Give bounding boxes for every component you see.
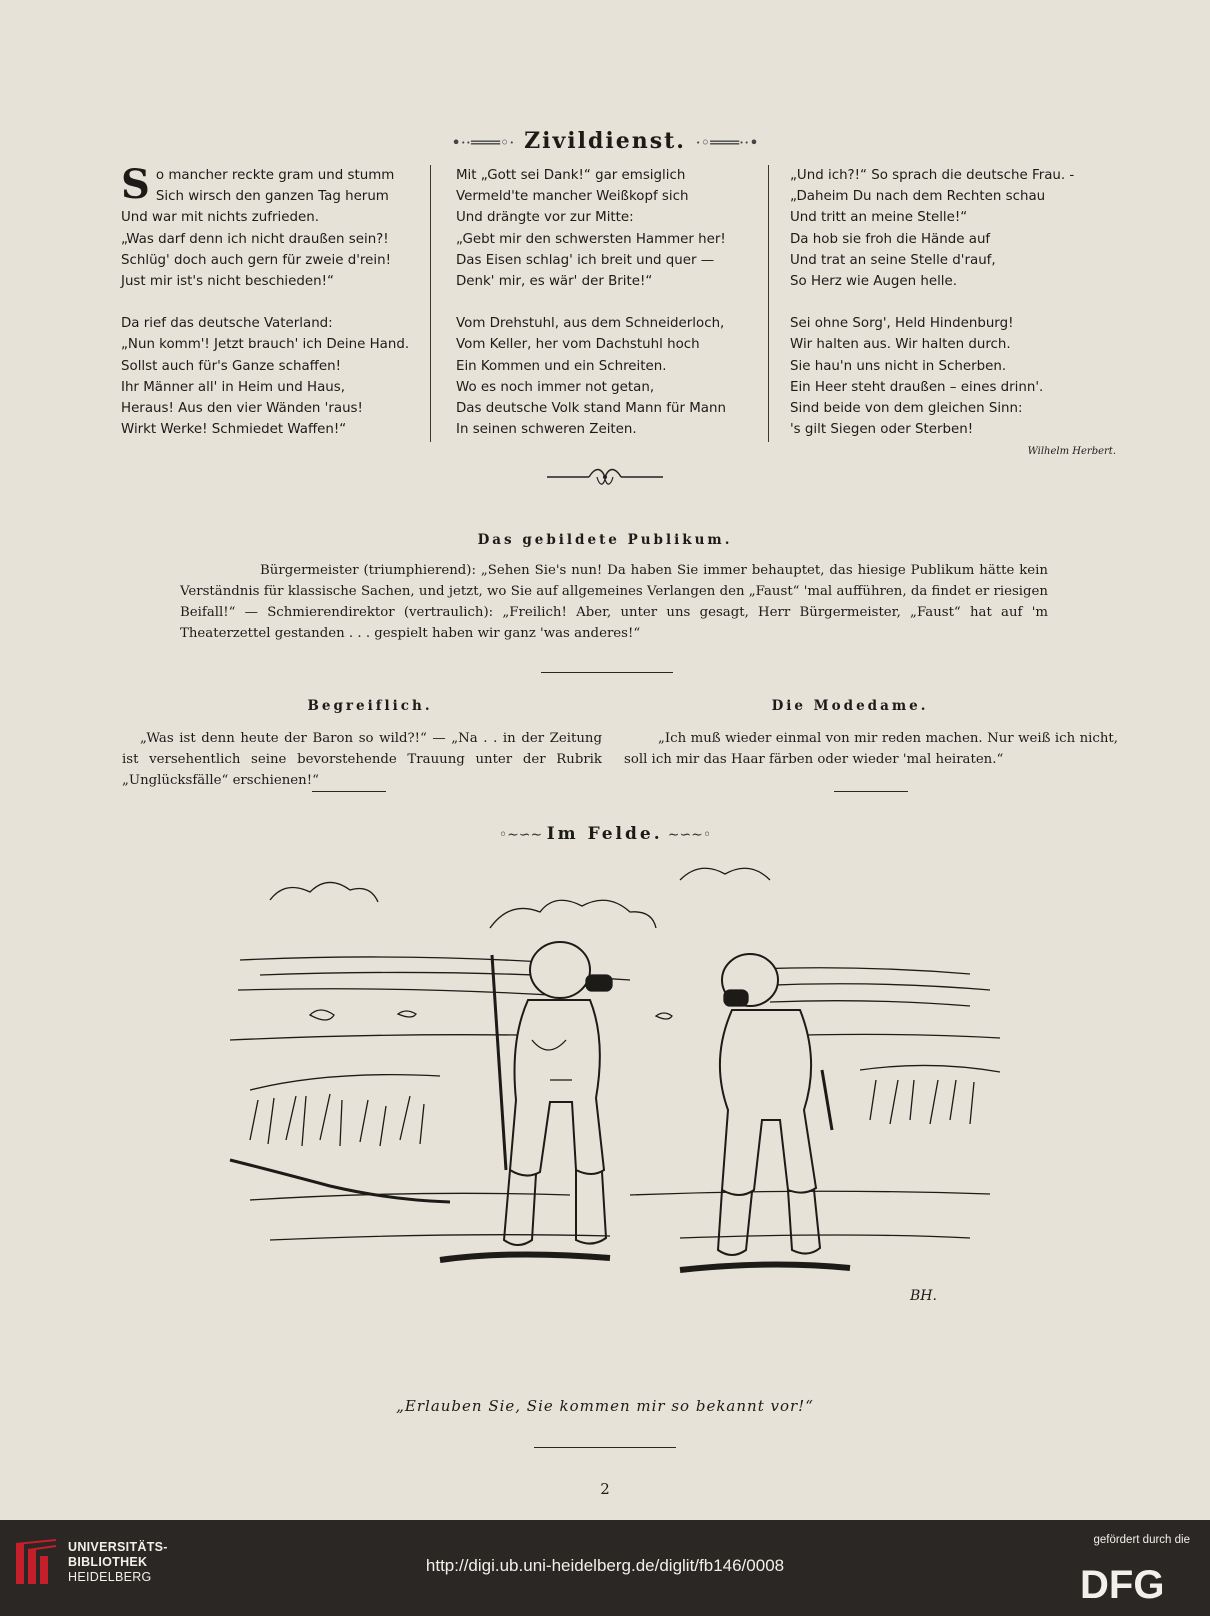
illustration-two-soldiers-gas-masks: [210, 840, 1010, 1360]
poem-line: Ein Kommen und ein Schreiten.: [456, 358, 667, 374]
modedame-text: „Ich muß wieder einmal von mir reden machen. Nur weiß ich nicht, soll ich mir das Haar färben oder wieder 'mal heiraten.“: [624, 731, 1118, 767]
poem-line: Da rief das deutsche Vaterland:: [121, 316, 333, 332]
poem-line: Sich wirsch den ganzen Tag herum: [155, 189, 389, 205]
stanza: [456, 313, 786, 440]
poem-line: Sind beide von dem gleichen Sinn:: [790, 401, 1023, 417]
poem-line: Sie hau'n uns nicht in Scherben.: [790, 358, 1007, 374]
dfg-logo-text: DFG: [1080, 1563, 1165, 1606]
poem-column-2: [456, 165, 786, 461]
poem-line: Mit „Gott sei Dank!“ gar emsiglich: [456, 168, 686, 183]
divider-rule: [541, 672, 673, 673]
poem-line: „Daheim Du nach dem Rechten schau: [790, 189, 1046, 205]
poem-line: „Was darf denn ich nicht draußen sein?!: [121, 231, 389, 247]
viewer-footer: [0, 1520, 1210, 1616]
stanza: [790, 165, 1120, 292]
poem-line: Heraus! Aus den vier Wänden 'raus!: [121, 401, 363, 417]
divider-rule: [534, 1447, 676, 1448]
artist-signature: BH.: [910, 1288, 937, 1304]
drop-cap: S: [121, 161, 150, 208]
poem-line: „Gebt mir den schwersten Hammer her!: [456, 231, 726, 247]
poem-line: Und war mit nichts zufrieden.: [121, 210, 319, 226]
library-name-line: HEIDELBERG: [68, 1570, 152, 1584]
poem-line: Schlüg' doch auch gern für zweie d'rein!: [121, 252, 391, 268]
ornament-left-icon: •··═══◦·: [451, 133, 515, 152]
poem-line: Und tritt an meine Stelle!“: [790, 210, 968, 226]
poem-line: Wir halten aus. Wir halten durch.: [790, 337, 1011, 353]
poem-line: Wo es noch immer not getan,: [456, 379, 655, 395]
poem-column-3: [790, 165, 1120, 461]
poem-column-1: [121, 161, 451, 461]
poem-line: Vom Drehstuhl, aus dem Schneiderloch,: [456, 316, 725, 332]
poem-line: Und trat an seine Stelle d'rauf,: [790, 252, 996, 268]
flourish-left-icon: ◦∼∽∼: [498, 827, 547, 843]
poem-line: „Nun komm'! Jetzt brauch' ich Deine Hand.: [121, 337, 410, 353]
section-heading-publikum: Das gebildete Publikum.: [477, 532, 733, 548]
poem-author: Wilhelm Herbert.: [1027, 446, 1116, 457]
permalink-url[interactable]: http://digi.ub.uni-heidelberg.de/diglit/fb146/0008: [425, 1556, 785, 1575]
poem-line: Ihr Männer all' in Heim und Haus,: [121, 379, 346, 395]
illustration-caption: „Erlauben Sie, Sie kommen mir so bekannt vor!“: [396, 1397, 814, 1415]
dfg-logo-icon[interactable]: [1080, 1560, 1192, 1606]
poem-line: Das deutsche Volk stand Mann für Mann: [456, 401, 726, 417]
stanza: [790, 313, 1120, 440]
poem-line: 's gilt Siegen oder Sterben!: [790, 422, 974, 438]
divider-rule: [312, 791, 386, 792]
section-heading-felde: Im Felde.: [546, 824, 663, 844]
stanza: [121, 313, 451, 440]
poem-line: „Und ich?!“ So sprach die deutsche Frau. -: [790, 168, 1075, 183]
stanza: [456, 165, 786, 292]
poem-line: In seinen schweren Zeiten.: [456, 422, 637, 438]
publikum-text: Bürgermeister (triumphierend): „Sehen Sie's nun! Da haben Sie immer behauptet, das hiesige Publikum hätte kein Verständnis für klassische Sachen, und jetzt, wo Sie auf allgemeines Verlangen den „Faust“ 'mal aufführen, da findet er riesigen Beifall!“ — Schmierendirektor (vertraulich): „Freilich! Aber, unter uns gesagt, Herr Bürgermeister, „Faust“ hat auf 'm Theaterzettel gestanden . . . gespielt haben wir ganz 'was anderes!“: [180, 563, 1048, 641]
poem-line: Das Eisen schlag' ich breit und quer —: [456, 252, 715, 268]
poem-line: Wirkt Werke! Schmiedet Waffen!“: [121, 422, 347, 438]
vignette-ornament-icon: [545, 465, 665, 489]
divider-rule: [834, 791, 908, 792]
poem-line: Denk' mir, es wär' der Brite!“: [456, 274, 653, 290]
column-divider: [768, 165, 769, 442]
sponsor-label: gefördert durch die: [1093, 1534, 1190, 1546]
poem-line: So Herz wie Augen helle.: [790, 274, 958, 290]
poem-title: [0, 128, 1210, 154]
poem-line: Ein Heer steht draußen – eines drinn'.: [790, 379, 1044, 395]
page-number: 2: [600, 1480, 610, 1498]
poem-line: Da hob sie froh die Hände auf: [790, 231, 991, 247]
begreiflich-text: „Was ist denn heute der Baron so wild?!“ — „Na . . in der Zeitung ist versehentlich seine bevorstehende Trauung unter der Rubrik „Unglücksfälle“ erschienen!“: [122, 731, 602, 788]
poem-title-text: Zivildienst.: [524, 128, 686, 154]
poem-line-text: o mancher reckte gram und stumm: [155, 168, 395, 183]
section-heading-begreiflich: Begreiflich.: [307, 698, 433, 714]
poem-line: Vermeld'te mancher Weißkopf sich: [456, 189, 689, 205]
stanza: [121, 161, 451, 292]
poem-line: Vom Keller, her vom Dachstuhl hoch: [456, 337, 700, 353]
flourish-right-icon: ∼∽∼◦: [667, 827, 712, 843]
poem-line: Sei ohne Sorg', Held Hindenburg!: [790, 316, 1014, 332]
ornament-right-icon: ·◦═══··•: [695, 133, 759, 152]
section-heading-modedame: Die Modedame.: [771, 698, 929, 714]
poem-line: Just mir ist's nicht beschieden!“: [121, 274, 334, 290]
column-divider: [430, 165, 431, 442]
poem-line: Sollst auch für's Ganze schaffen!: [121, 358, 341, 374]
poem-line: Und drängte vor zur Mitte:: [456, 210, 634, 226]
library-name-line: UNIVERSITÄTS-: [68, 1540, 168, 1554]
library-name-line: BIBLIOTHEK: [68, 1555, 148, 1569]
